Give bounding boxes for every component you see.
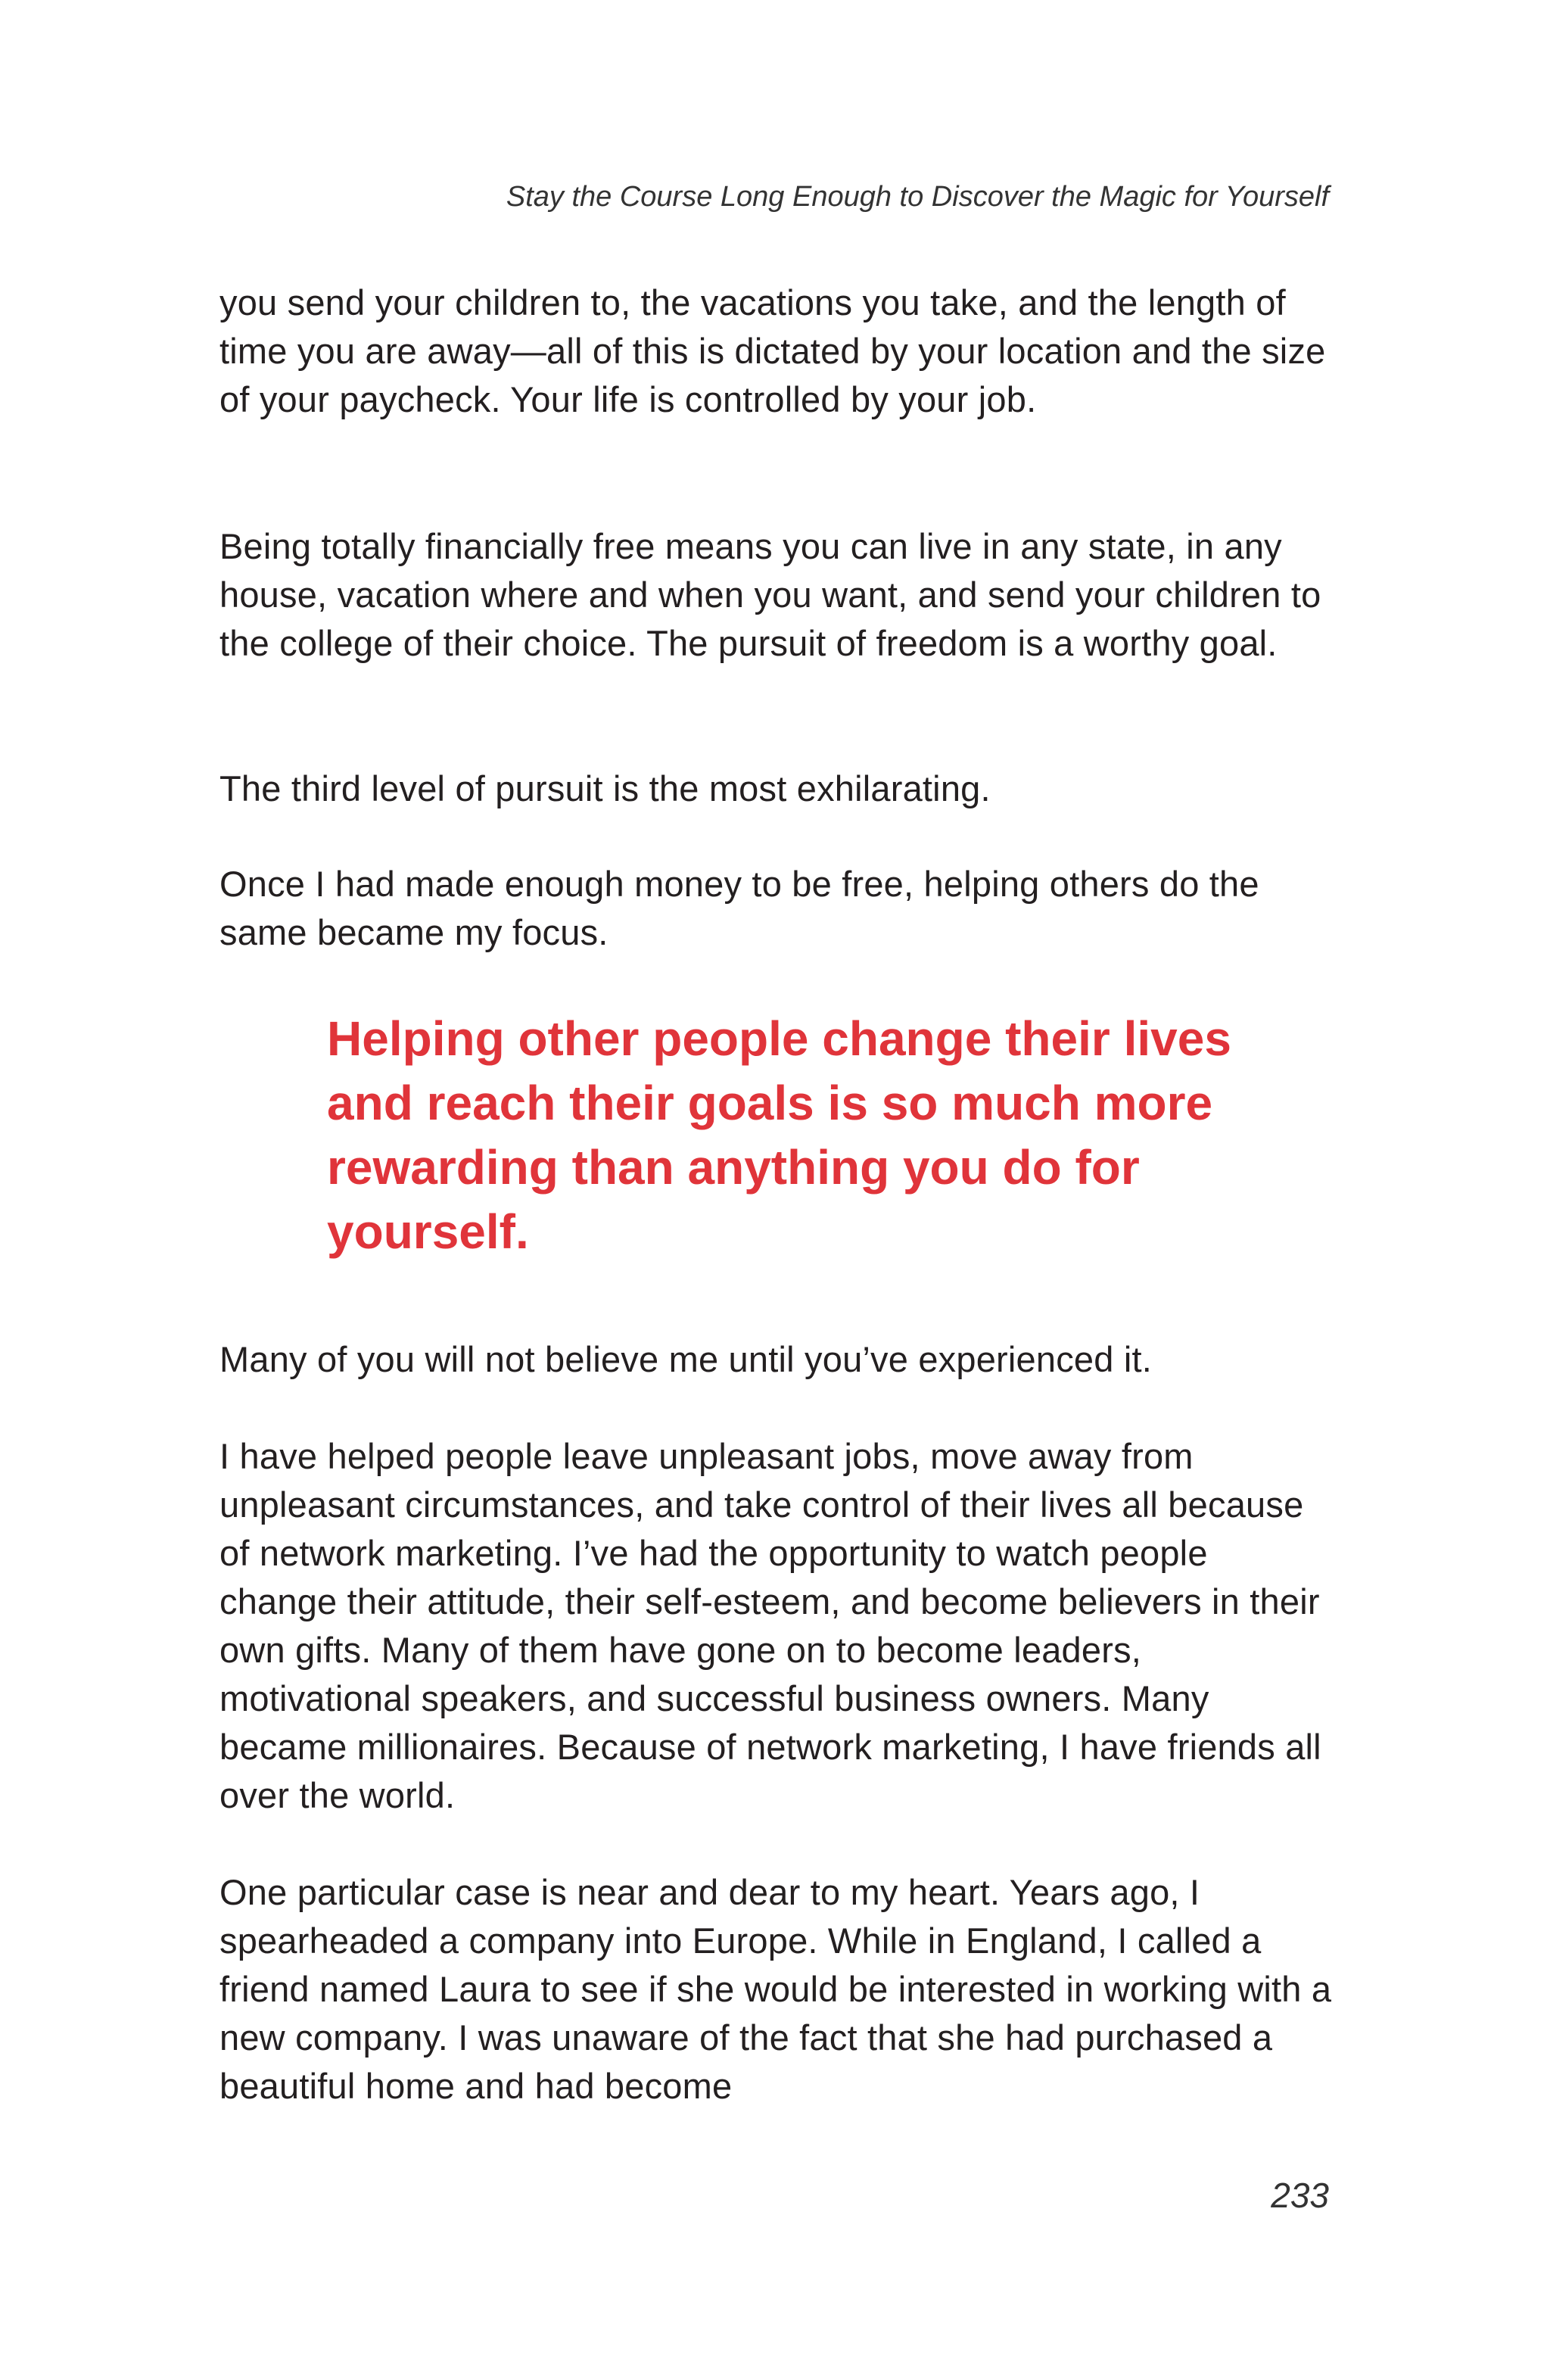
page-number: 233 <box>1271 2176 1329 2215</box>
running-header: Stay the Course Long Enough to Discover the Magic for Yourself <box>506 181 1329 213</box>
paragraph-paycheck: you send your children to, the vacations you take, and the length of time you are away—all of this is dictated by your location and the size of your paycheck. Your life is controlled by your job. <box>219 282 1326 419</box>
paragraph-helped-people: I have helped people leave unpleasant jobs, move away from unpleasant circumstances, and take control of their lives all because of network marketing. I’ve had the opportunity to watch people change their attitude, their self-esteem, and become believers in their own gifts. Many of them have gone on to become leaders, motivational speakers, and successful business owners. Many became millionaires. Because of network marketing, I have friends all over the world. <box>219 1436 1321 1815</box>
paragraph-not-believe: Many of you will not believe me until you’ve experienced it. <box>219 1339 1153 1379</box>
paragraph-third-level: The third level of pursuit is the most exhilarating. <box>219 768 991 808</box>
paragraph-helping-others: Once I had made enough money to be free, helping others do the same became my focus. <box>219 864 1259 952</box>
pullquote: Helping other people change their lives and reach their goals is so much more rewarding than anything you do for yourself. <box>327 1011 1231 1259</box>
paragraph-financial-freedom: Being totally financially free means you can live in any state, in any house, vacation where and when you want, and send your children to the college of their choice. The pursuit of freedom is a worthy goal. <box>219 526 1321 663</box>
paragraph-particular-case: One particular case is near and dear to my heart. Years ago, I spearheaded a company into Europe. While in England, I called a friend named Laura to see if she would be interested in working with a new company. I was unaware of the fact that she had purchased a beautiful home and had become <box>219 1872 1332 2106</box>
